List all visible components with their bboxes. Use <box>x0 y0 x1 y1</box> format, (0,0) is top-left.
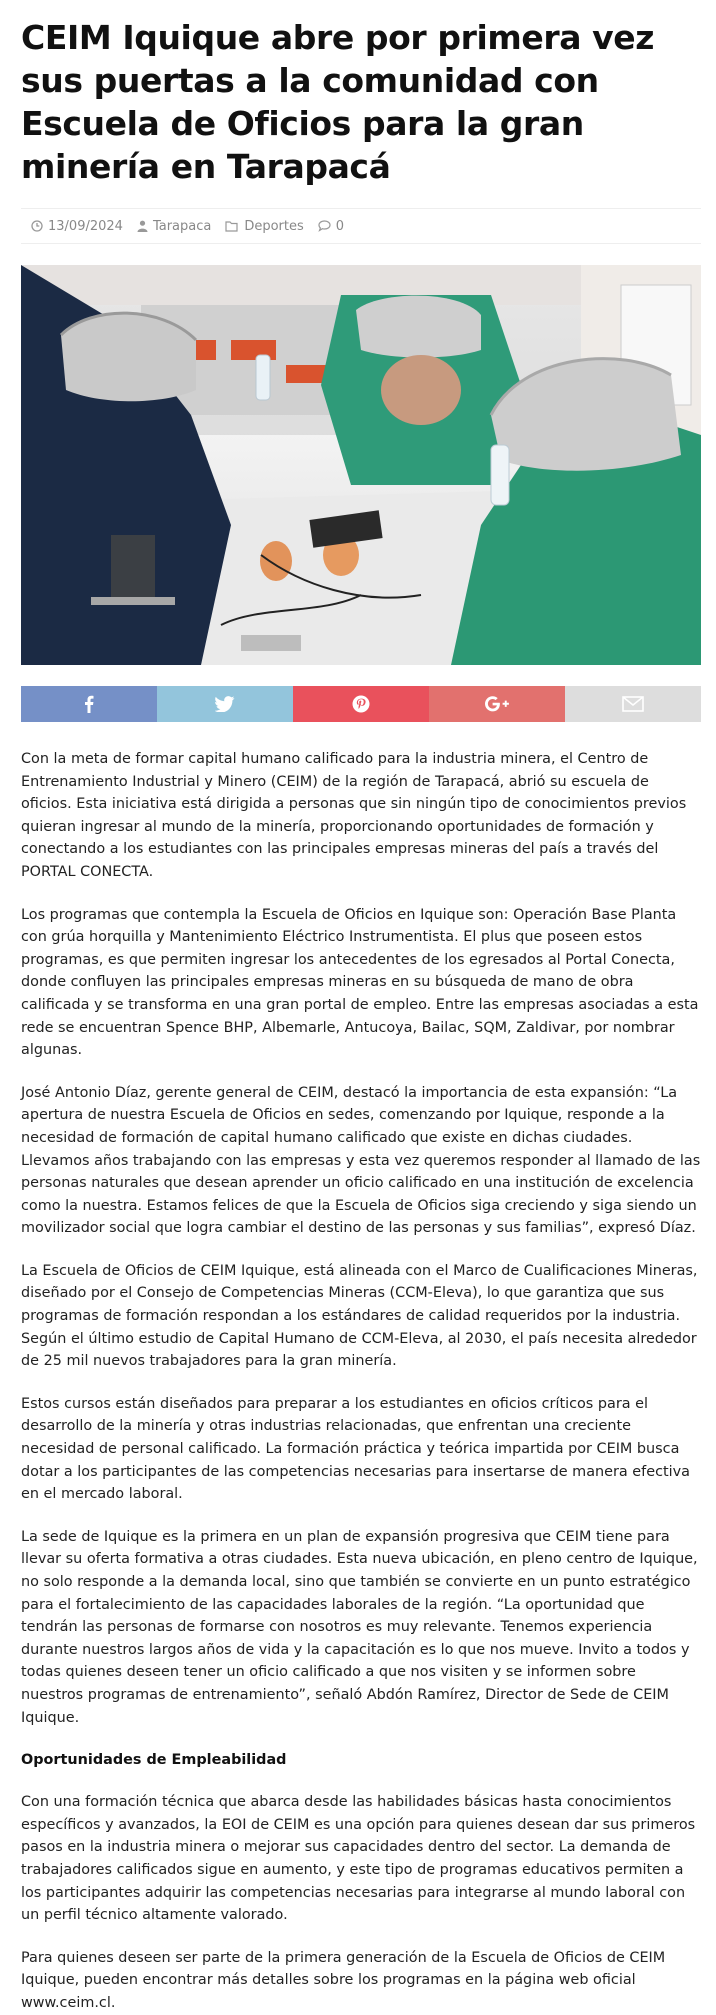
share-twitter-button[interactable] <box>157 686 293 722</box>
paragraph: La sede de Iquique es la primera en un plan de expansión progresiva que CEIM tiene para llevar su oferta formativa a otras ciudades. Esta nueva ubicación, en pleno centro de Iquique, no solo responde a la demanda local, sino que también se convierte en un punto estratégico para el fortalecimiento de las capacidades laborales de la región. “La oportunidad que tendrán las personas de formarse con nosotros es muy relevante. Tenemos experiencia durante nuestros largos años de vida y la capacitación es lo que nos mueve. Invito a todos y todas quienes deseen tener un oficio calificado a que nos visiten y se informen sobre nuestros programas de entrenamiento”, señaló Abdón Ramírez, Director de Sede de CEIM Iquique. <box>21 1528 698 1726</box>
share-pinterest-button[interactable] <box>293 686 429 722</box>
share-bar <box>21 686 701 722</box>
paragraph: Con una formación técnica que abarca desde las habilidades básicas hasta conocimientos específicos y avanzados, la EOI de CEIM es una opción para quienes desean dar sus primeros pasos en la industria minera o mejorar sus capacidades dentro del sector. La demanda de trabajadores calificados sigue en aumento, y este tipo de programas educativos permiten a los participantes adquirir las competencias necesarias para integrarse al mundo laboral con un perfil técnico altamente valorado. <box>21 1794 696 1924</box>
share-email-button[interactable] <box>565 686 701 722</box>
share-facebook-button[interactable] <box>21 686 157 722</box>
envelope-icon <box>622 696 644 712</box>
meta-comments[interactable] <box>318 219 344 234</box>
article-meta <box>21 208 701 244</box>
pinterest-icon <box>352 695 370 713</box>
share-googleplus-button[interactable] <box>429 686 565 722</box>
paragraph: La Escuela de Oficios de CEIM Iquique, está alineada con el Marco de Cualificaciones Mineras, diseñado por el Consejo de Competencias Mineras (CCM-Eleva), lo que garantiza que sus programas de formación respondan a los estándares de calidad requeridos por la industria. Según el último estudio de Capital Humano de CCM-Eleva, al 2030, el país necesita alrededor de 25 mil nuevos trabajadores para la gran minería. <box>21 1262 698 1370</box>
date-text: 13/09/2024 <box>48 218 123 234</box>
section-heading: Oportunidades de Empleabilidad <box>21 1752 287 1769</box>
user-icon <box>137 220 148 232</box>
meta-author[interactable] <box>137 219 211 234</box>
paragraph: José Antonio Díaz, gerente general de CEIM, destacó la importancia de esta expansión: “La apertura de nuestra Escuela de Oficios en sedes, comenzando por Iquique, responde a la necesidad de formación de capital humano calificado que existe en dichas ciudades. Llevamos años trabajando con las empresas y esta vez queremos responder al llamado de las personas naturales que desean aprender un oficio calificado en una institución de excelencia como la nuestra. Estamos felices de que la Escuela de Oficios siga creciendo y siga siendo un movilizador social que logra cambiar el destino de las personas y sus familias”, expresó Díaz. <box>21 1084 701 1237</box>
students-vr-photo <box>21 265 701 665</box>
clock-icon <box>31 220 43 232</box>
paragraph: Con la meta de formar capital humano calificado para la industria minera, el Centro de Entrenamiento Industrial y Minero (CEIM) de la región de Tarapacá, abrió su escuela de oficios. Esta iniciativa está dirigida a personas que sin ningún tipo de conocimientos previos quieran ingresar al mundo de la minería, proporcionando oportunidades de formación y conectando a los estudiantes con las principales empresas mineras del país a través del PORTAL CONECTA. <box>21 751 687 880</box>
comment-count[interactable]: 0 <box>335 218 345 234</box>
article <box>21 0 701 2015</box>
author-link[interactable]: Tarapaca <box>152 218 212 234</box>
featured-image <box>21 265 701 665</box>
twitter-icon <box>215 696 235 712</box>
paragraph: Para quienes deseen ser parte de la primera generación de la Escuela de Oficios de CEIM Iquique, pueden encontrar más detalles sobre los programas en la página web oficial www.ceim.cl. <box>21 1949 666 2011</box>
google-plus-icon <box>485 696 509 712</box>
article-body <box>21 748 701 2015</box>
paragraph: Los programas que contempla la Escuela de Oficios en Iquique son: Operación Base Planta con grúa horquilla y Mantenimiento Eléctrico Instrumentista. El plus que poseen estos programas, es que permiten ingresar los antecedentes de los egresados al Portal Conecta, donde confluyen las principales empresas mineras en su búsqueda de mano de obra calificada y se transforma en una gran portal de empleo. Entre las empresas asociadas a esta rede se encuentran Spence BHP, Albemarle, Antucoya, Bailac, SQM, Zaldivar, por nombrar algunas. <box>21 906 699 1059</box>
category-link[interactable]: Deportes <box>244 218 304 234</box>
paragraph: Estos cursos están diseñados para preparar a los estudiantes en oficios críticos para el desarrollo de la minería y otras industrias relacionadas, que enfrentan una creciente necesidad de personal calificado. La formación práctica y teórica impartida por CEIM busca dotar a los participantes de las competencias necesarias para insertarse de manera efectiva en el mercado laboral. <box>21 1395 690 1503</box>
meta-category[interactable] <box>225 219 303 234</box>
comment-icon <box>318 220 331 232</box>
article-title: CEIM Iquique abre por primera vez sus puertas a la comunidad con Escuela de Oficios para la gran minería en Tarapacá <box>21 18 655 186</box>
facebook-icon <box>84 695 94 713</box>
folder-icon <box>225 220 239 232</box>
meta-date <box>31 219 123 234</box>
